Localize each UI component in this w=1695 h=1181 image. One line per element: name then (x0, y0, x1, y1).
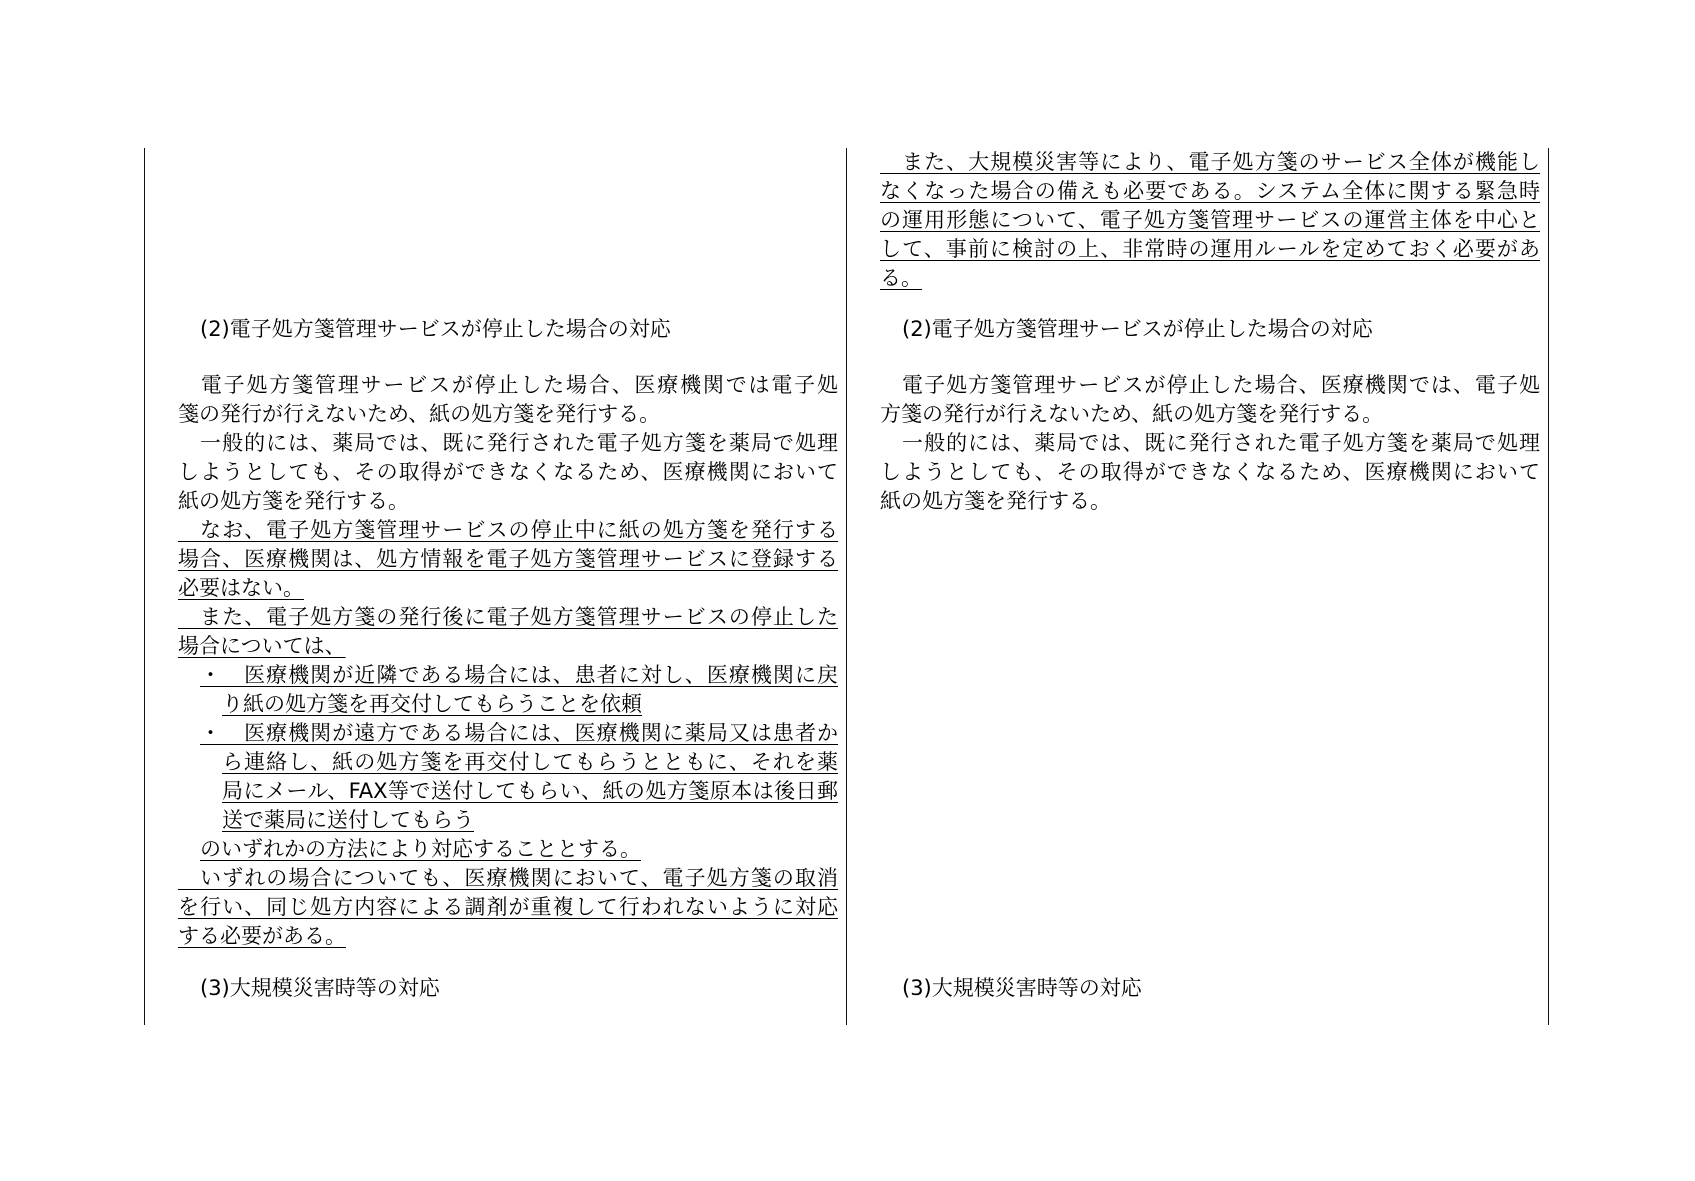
amended-paragraph-line: なお、電子処方箋管理サービスの停止中に紙の処方箋を発行する (178, 518, 838, 542)
paragraph-line: 紙の処方箋を発行する。 (880, 489, 1111, 513)
amended-paragraph-line: 必要はない。 (178, 576, 304, 600)
left-border-line (144, 148, 145, 1025)
amended-paragraph-line: を行い、同じ処方内容による調剤が重複して行われないように対応 (178, 895, 838, 919)
section-heading-3: (3)大規模災害時等の対応 (902, 976, 1142, 1000)
amended-paragraph-line: のいずれかの方法により対応することとする。 (200, 837, 641, 861)
amended-paragraph-line: 場合については、 (178, 634, 346, 658)
amended-paragraph-line: また、大規模災害等により、電子処方箋のサービス全体が機能し (880, 150, 1540, 174)
amended-paragraph-line: いずれの場合についても、医療機関において、電子処方箋の取消 (178, 866, 838, 890)
section-heading-2: (2)電子処方箋管理サービスが停止した場合の対応 (200, 317, 671, 341)
amended-paragraph-line: 場合、医療機関は、処方情報を電子処方箋管理サービスに登録する (178, 547, 838, 571)
right-border-line (1548, 148, 1549, 1025)
section-heading-3: (3)大規模災害時等の対応 (200, 976, 440, 1000)
paragraph-line: 一般的には、薬局では、既に発行された電子処方箋を薬局で処理 (178, 431, 838, 455)
amended-paragraph-line: る。 (880, 266, 922, 290)
amended-paragraph-line: なくなった場合の備えも必要である。システム全体に関する緊急時 (880, 179, 1540, 203)
amended-paragraph-line: また、電子処方箋の発行後に電子処方箋管理サービスの停止した (178, 605, 838, 629)
bullet-item-continuation: ら連絡し、紙の処方箋を再交付してもらうとともに、それを薬 (222, 750, 838, 774)
amended-paragraph-line: の運用形態について、電子処方箋管理サービスの運営主体を中心と (880, 208, 1540, 232)
paragraph-line: しようとしても、その取得ができなくなるため、医療機関において (178, 460, 838, 484)
bullet-item: ・ 医療機関が遠方である場合には、医療機関に薬局又は患者か (200, 721, 838, 745)
amended-paragraph-line: して、事前に検討の上、非常時の運用ルールを定めておく必要があ (880, 237, 1540, 261)
paragraph-line: 方箋の発行が行えないため、紙の処方箋を発行する。 (880, 402, 1384, 426)
paragraph-line: 一般的には、薬局では、既に発行された電子処方箋を薬局で処理 (880, 431, 1540, 455)
bullet-item: ・ 医療機関が近隣である場合には、患者に対し、医療機関に戻 (200, 663, 838, 687)
center-divider-line (846, 148, 847, 1025)
section-heading-2: (2)電子処方箋管理サービスが停止した場合の対応 (902, 317, 1373, 341)
bullet-item-continuation: 送で薬局に送付してもらう (222, 808, 474, 832)
amended-paragraph-line: する必要がある。 (178, 924, 346, 948)
paragraph-line: しようとしても、その取得ができなくなるため、医療機関において (880, 460, 1540, 484)
paragraph-line: 電子処方箋管理サービスが停止した場合、医療機関では電子処 (178, 373, 838, 397)
bullet-item-continuation: 局にメール、FAX等で送付してもらい、紙の処方箋原本は後日郵 (222, 779, 838, 803)
paragraph-line: 紙の処方箋を発行する。 (178, 489, 409, 513)
bullet-item-continuation: り紙の処方箋を再交付してもらうことを依頼 (222, 692, 642, 716)
paragraph-line: 箋の発行が行えないため、紙の処方箋を発行する。 (178, 402, 661, 426)
paragraph-line: 電子処方箋管理サービスが停止した場合、医療機関では、電子処 (880, 373, 1540, 397)
